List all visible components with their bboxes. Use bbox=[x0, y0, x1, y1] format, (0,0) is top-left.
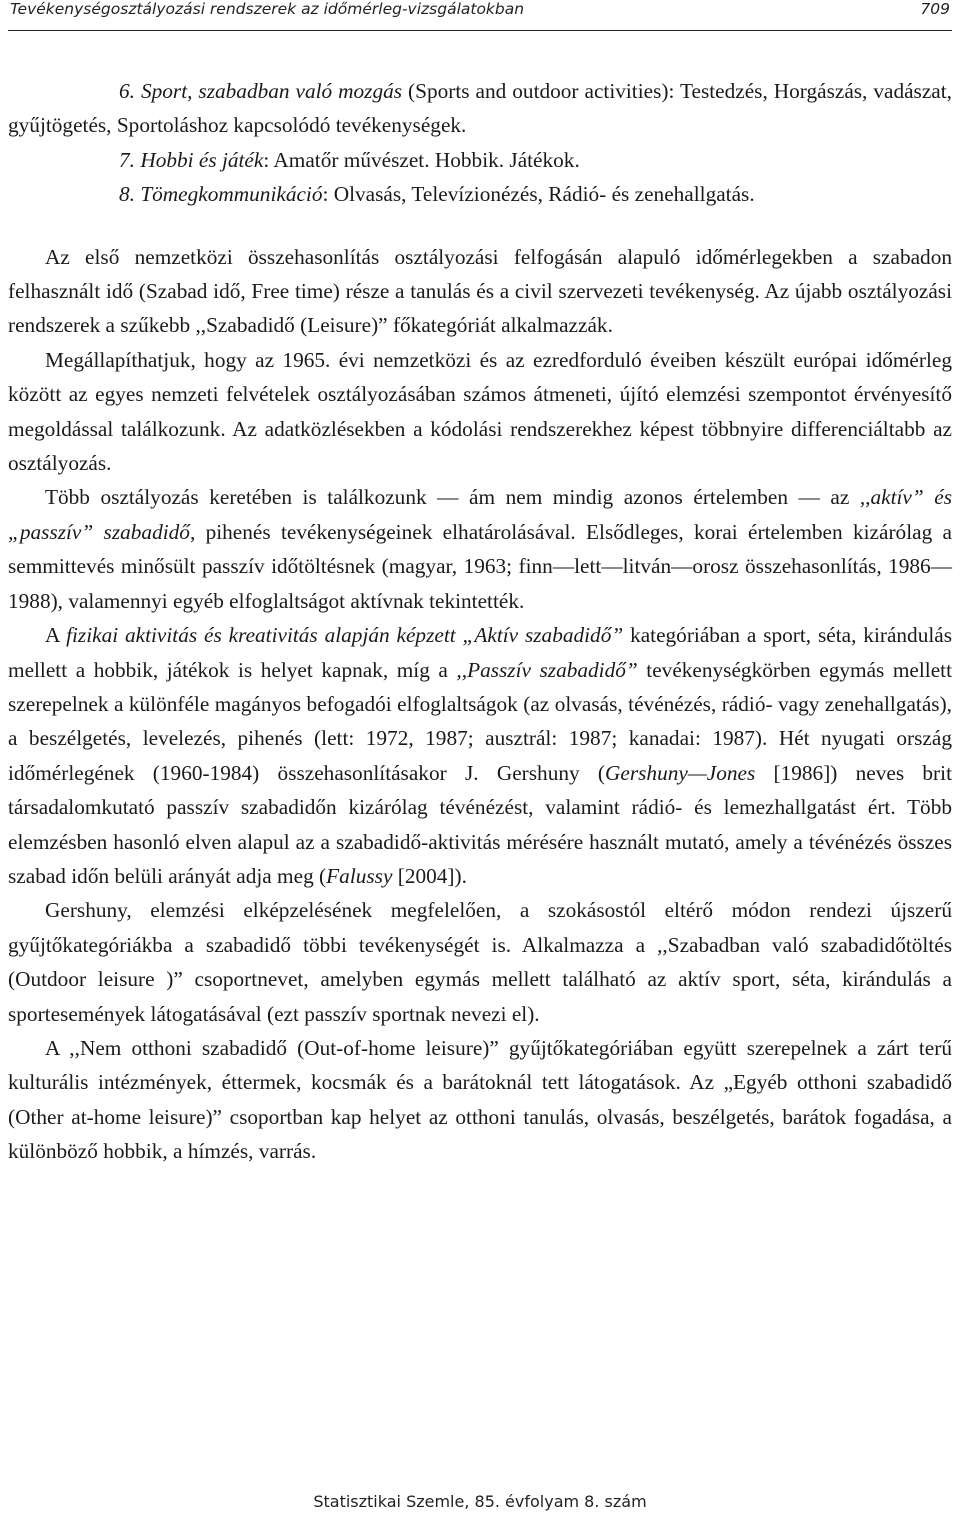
paragraph: A fizikai aktivitás és kreativitás alapján képzett „Aktív szabadidő” kategóriában a sport, séta, kirándulás mellett a hobbik, játékok is helyet kapnak, míg a ,,Passzív szabadidő” tevékenységkörben egymás mellett szerepelnek a különféle magányos befogadói elfoglaltságok (az olvasás, tévénézés, rádió- vagy zenehallgatás), a beszélgetés, levelezés, pihenés (lett: 1972, 1987; ausztrál: 1987; kanadai: 1987). Hét nyugati ország időmérlegének (1960-1984) összehasonlításakor J. Gershuny (Gershuny—Jones [1986]) neves brit társadalomkutató passzív szabadidőn kizárólag tévénézést, valamint rádió- és lemezhallgatást ért. Több elemzésben hasonló elven alapul az a szabadidő-aktivitás mérésére használt mutató, amely a tévénézés összes szabad időn belüli arányát adja meg (Falussy [2004]). bbox=[8, 623, 953, 888]
list-item-term: 7. Hobbi és játék bbox=[119, 147, 264, 172]
list-item-term: 6. Sport, szabadban való mozgás bbox=[119, 79, 403, 103]
paragraph: A ,,Nem otthoni szabadidő (Out-of-home leisure)” gyűjtőkategóriában együtt szerepelnek a zárt terű kulturális intézmények, éttermek, kocsmák és a barátoknál tett látogatások. Az „Egyéb otthoni szabadidő (Other at-home leisure)” csoportban kap helyet az otthoni tanulás, olvasás, beszélgetés, barátok fogadása, a különböző hobbik, a hímzés, varrás. bbox=[8, 1035, 952, 1164]
list-item-term: 8. Tömegkommunikáció bbox=[119, 182, 323, 207]
running-header bbox=[8, 0, 952, 31]
list-item: 6. Sport, szabadban való mozgás (Sports and outdoor activities): Testedzés, Horgászás, vadászat, gyűjtögetés, Sportoláshoz kapcsolódó tevékenységek. bbox=[8, 79, 952, 138]
list-item: 7. Hobbi és játék: Amatőr művészet. Hobbik. Játékok. bbox=[119, 147, 580, 172]
list-item: 8. Tömegkommunikáció: Olvasás, Televízionézés, Rádió- és zenehallgatás. bbox=[119, 182, 755, 207]
paragraph: Gershuny, elemzési elképzelésének megfelelően, a szokásostól eltérő módon rendezi újszerű gyűjtőkategóriákba a szabadidő többi tevékenységét is. Alkalmazza a ,,Szabadban való szabadidőtöltés (Outdoor leisure )” csoportnevet, amelyben egymás mellett található az aktív sport, séta, kirándulás a sportesemények látogatásával (ezt passzív sportnak nevezi el). bbox=[8, 898, 952, 1026]
paragraph: Megállapíthatjuk, hogy az 1965. évi nemzetközi és az ezredforduló éveiben készült európai időmérleg között az egyes nemzeti felvételek osztályozásában számos átmeneti, újító elemzési szempontot érvényesítő megoldással találkozunk. Az adatközlésekben a kódolási rendszerekhez képest többnyire differenciáltabb az osztályozás. bbox=[8, 347, 952, 476]
section-gap bbox=[8, 212, 952, 240]
header-title: Tevékenységosztályozási rendszerek az időmérleg-vizsgálatokban bbox=[10, 0, 525, 18]
journal-footer: Statisztikai Szemle, 85. évfolyam 8. szám bbox=[313, 1492, 647, 1511]
page-number: 709 bbox=[920, 0, 950, 18]
body-text bbox=[8, 74, 952, 1169]
paragraph: Több osztályozás keretében is találkozunk — ám nem mindig azonos értelemben — az ,,aktív” és „passzív” szabadidő, pihenés tevékenységeinek elhatárolásával. Elsődleges, korai értelemben kizárólag a semmittevés minősült passzív időtöltésnek (magyar, 1963; finn—lett—litván—orosz összehasonlítás, 1986—1988), valamennyi egyéb elfoglaltságot aktívnak tekintették. bbox=[8, 485, 952, 613]
paragraph: Az első nemzetközi összehasonlítás osztályozási felfogásán alapuló időmérlegekben a szabadon felhasznált idő (Szabad idő, Free time) része a tanulás és a civil szervezeti tevékenység. Az újabb osztályozási rendszerek a szűkebb ,,Szabadidő (Leisure)” főkategóriát alkalmazzák. bbox=[8, 244, 952, 338]
category-list bbox=[8, 74, 952, 212]
